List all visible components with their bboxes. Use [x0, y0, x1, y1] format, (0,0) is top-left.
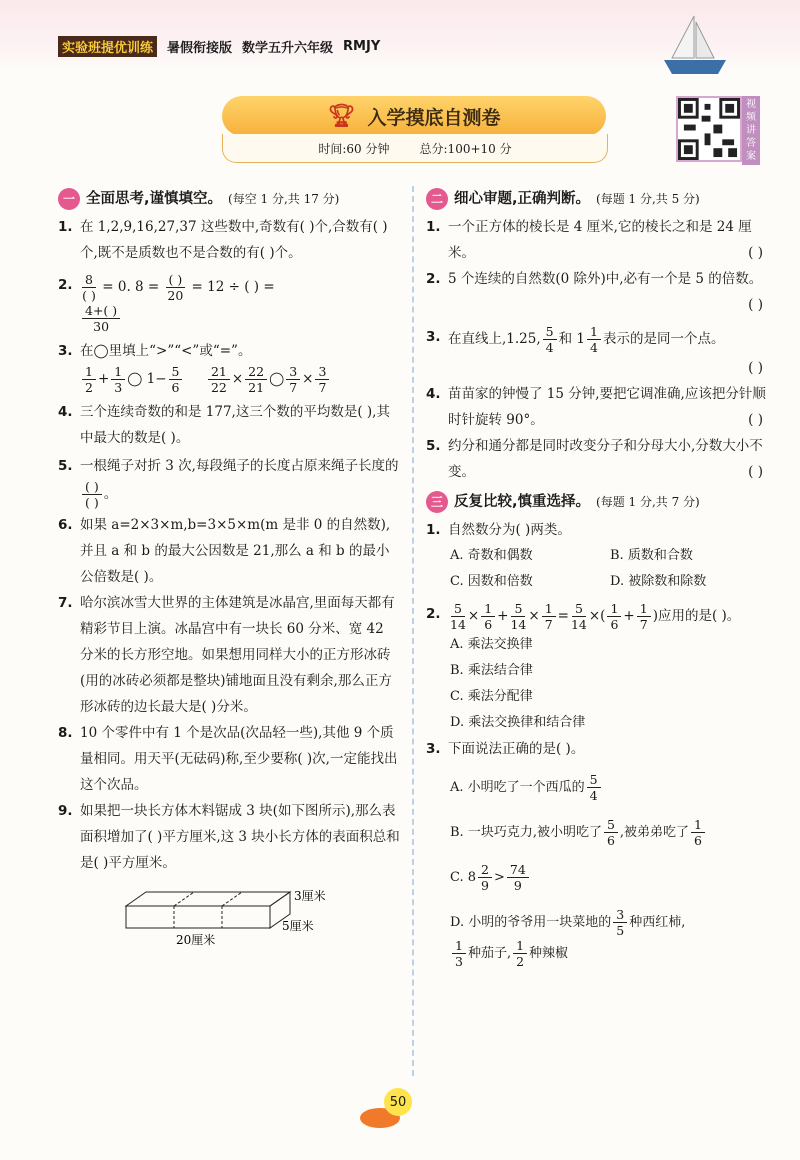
question-2-5 — [426, 433, 771, 485]
question-1-5 — [58, 453, 400, 510]
section-badge: 二 — [426, 188, 448, 210]
subject: 数学五升六年级 — [242, 41, 334, 56]
section-note: (每空 1 分,共 17 分) — [228, 192, 340, 206]
option-b[interactable]: B. 一块巧克力,被小明吃了 $\frac{5}{6}$ ,被弟弟吃了 $\frac{1}{6}$ — [426, 817, 771, 848]
question-2-1 — [426, 214, 771, 266]
depth-label: 5厘米 — [282, 919, 314, 933]
question-text: 苗苗家的钟慢了 15 分钟,要把它调准确,应该把分针顺时针旋转 90°。 ( ) — [448, 381, 771, 433]
question-text: 哈尔滨冰雪大世界的主体建筑是冰晶宫,里面每天都有精彩节目上演。冰晶宫中有一块长 60 分米、宽 42 分米的长方形空地。如果想用同样大小的正方形冰砖(用的冰砖必须都是整块)铺地面且没有剩余,那么正方形冰砖的边长最大是( )分米。 — [80, 595, 395, 715]
answer-paren[interactable]: ( ) — [748, 412, 763, 428]
left-column — [58, 186, 400, 957]
option-d[interactable]: D. 小明的爷爷用一块菜地的 $\frac{3}{5}$ 种西红柿, $\frac{1}{3}$ 种茄子, $\frac{1}{2}$ 种辣椒 — [450, 907, 686, 969]
series-tag: 实验班提优训练 — [58, 36, 157, 57]
exam-info — [222, 134, 608, 163]
section-title: 细心审题,正确判断。 — [454, 191, 591, 207]
question-text: 三个连续奇数的和是 177,这三个数的平均数是( ),其中最大的数是( )。 — [80, 404, 390, 446]
title-banner — [222, 96, 606, 136]
section-note: (每题 1 分,共 7 分) — [596, 495, 700, 509]
option-b[interactable]: B. 乘法结合律 — [450, 663, 533, 678]
option-a[interactable]: A. 小明吃了一个西瓜的 $\frac{5}{4}$ — [426, 772, 771, 803]
exam-score: 总分:100+10 分 — [419, 141, 512, 156]
question-text: 在◯里填上“>”“<”或“=”。 $\frac{1}{2}$ + $\frac{1}{3}$ ◯ 1− $\frac{5}{6}$ $\frac{21}{22}$ × $\frac{22}{21}$ ◯ $\frac{3}{7}$ × $\frac{3}{7}$ — [80, 338, 400, 395]
qr-code-icon[interactable] — [676, 96, 742, 162]
column-divider — [412, 186, 414, 1076]
section-badge: 一 — [58, 188, 80, 210]
question-1-6 — [58, 512, 400, 590]
section-1-header — [58, 186, 400, 212]
question-2-2 — [426, 266, 771, 318]
question-number: 7. — [58, 595, 73, 611]
question-number: 3. — [426, 741, 441, 757]
question-number: 2. — [426, 606, 441, 622]
question-number: 4. — [58, 404, 73, 420]
question-number: 9. — [58, 803, 73, 819]
question-number: 5. — [58, 458, 73, 474]
page-number: 50 — [384, 1088, 412, 1116]
question-1-8 — [58, 720, 400, 798]
question-number: 1. — [426, 219, 441, 235]
option-c[interactable]: C. 8 $\frac{2}{9}$ > $\frac{74}{9}$ — [426, 862, 771, 893]
question-1-3 — [58, 338, 400, 395]
question-number: 2. — [58, 277, 73, 293]
question-1-7 — [58, 590, 400, 720]
fraction: $\frac{( )}{20}$ — [167, 272, 184, 303]
section-title: 全面思考,谨慎填空。 — [86, 191, 223, 207]
question-3-3 — [426, 736, 771, 762]
answer-paren[interactable]: ( ) — [748, 297, 763, 313]
question-number: 1. — [58, 219, 73, 235]
question-number: 3. — [58, 343, 73, 359]
question-text: 一根绳子对折 3 次,每段绳子的长度占原来绳子长度的 $\frac{( )}{( )}$ 。 — [80, 458, 399, 510]
option-a[interactable]: A. 乘法交换律 — [450, 637, 533, 652]
question-1-2 — [58, 272, 400, 334]
sailboat-icon — [660, 12, 730, 80]
question-number: 5. — [426, 438, 441, 454]
question-text: 在 1,2,9,16,27,37 这些数中,奇数有( )个,合数有( )个,既不是质数也不是合数的有( )个。 — [80, 219, 388, 261]
question-number: 4. — [426, 386, 441, 402]
answer-paren[interactable]: ( ) — [748, 245, 763, 261]
option-c[interactable]: C. 因数和倍数 — [450, 574, 533, 589]
fraction: $\frac{8}{( )}$ — [82, 272, 96, 303]
exam-time: 时间:60 分钟 — [318, 141, 390, 156]
question-number: 6. — [58, 517, 73, 533]
answer-paren[interactable]: ( ) — [748, 360, 763, 376]
cuboid-figure — [120, 886, 360, 948]
question-number: 3. — [426, 329, 441, 345]
question-text: $\frac{8}{( )}$ = 0. 8 = $\frac{( )}{20}$ = 12 ÷ ( ) = $\frac{4+( )}{30}$ — [82, 272, 275, 334]
edition: 暑假衔接版 — [167, 41, 233, 56]
option-c[interactable]: C. 乘法分配律 — [450, 689, 533, 704]
question-3-2 — [426, 601, 771, 632]
question-2-3 — [426, 324, 771, 381]
question-1-1 — [58, 214, 400, 266]
question-1-9 — [58, 798, 400, 876]
code: RMJY — [343, 39, 381, 54]
answer-paren[interactable]: ( ) — [748, 464, 763, 480]
fraction: $\frac{4+( )}{30}$ — [82, 303, 120, 334]
height-label: 3厘米 — [294, 889, 326, 903]
question-text: 下面说法正确的是( )。 — [448, 741, 585, 757]
option-a[interactable]: A. 奇数和偶数 — [450, 548, 533, 563]
question-1-4 — [58, 399, 400, 451]
question-2-4 — [426, 381, 771, 433]
question-number: 1. — [426, 522, 441, 538]
question-text: 如果 a=2×3×m,b=3×5×m(m 是非 0 的自然数),并且 a 和 b 的最大公因数是 21,那么 a 和 b 的最小公倍数是( )。 — [80, 517, 391, 585]
right-column — [426, 186, 771, 969]
section-note: (每题 1 分,共 5 分) — [596, 192, 700, 206]
section-title: 反复比较,慎重选择。 — [454, 494, 591, 510]
question-text: 10 个零件中有 1 个是次品(次品轻一些),其他 9 个质量相同。用天平(无砝码)称,至少要称( )次,一定能找出这个次品。 — [80, 725, 398, 793]
width-label: 20厘米 — [176, 933, 216, 947]
option-d[interactable]: D. 被除数和除数 — [610, 574, 707, 589]
question-text: $\frac{5}{14}$ × $\frac{1}{6}$ + $\frac{5}{14}$ × $\frac{1}{7}$ = $\frac{5}{14}$ ×( $\frac{1}{6}$ + $\frac{1}{7}$ )应用的是( )。 — [450, 601, 741, 632]
options-row — [426, 543, 771, 569]
question-text: 自然数分为( )两类。 — [448, 522, 571, 538]
option-d[interactable]: D. 乘法交换律和结合律 — [450, 715, 586, 730]
section-badge: 三 — [426, 491, 448, 513]
question-text: 在直线上,1.25, $\frac{5}{4}$ 和 1 $\frac{1}{4}$ 表示的是同一个点。 ( ) — [448, 324, 771, 381]
section-3-header — [426, 489, 771, 515]
series-header — [58, 36, 380, 57]
question-text: 一个正方体的棱长是 4 厘米,它的棱长之和是 24 厘米。 ( ) — [448, 214, 771, 266]
qr-label: 视频讲答案 — [742, 96, 760, 165]
question-text: 5 个连续的自然数(0 除外)中,必有一个是 5 的倍数。 ( ) — [448, 266, 771, 318]
options-row — [426, 569, 771, 595]
page-title: 入学摸底自测卷 — [367, 106, 501, 129]
option-b[interactable]: B. 质数和合数 — [610, 548, 693, 563]
trophy-icon: 🏆︎ — [327, 103, 356, 129]
question-3-1 — [426, 517, 771, 543]
question-text: 约分和通分都是同时改变分子和分母大小,分数大小不变。 ( ) — [448, 433, 771, 485]
question-text: 如果把一块长方体木料锯成 3 块(如下图所示),那么表面积增加了( )平方厘米,这 3 块小长方体的表面积总和是( )平方厘米。 — [80, 803, 400, 871]
question-number: 8. — [58, 725, 73, 741]
question-number: 2. — [426, 271, 441, 287]
section-2-header — [426, 186, 771, 212]
